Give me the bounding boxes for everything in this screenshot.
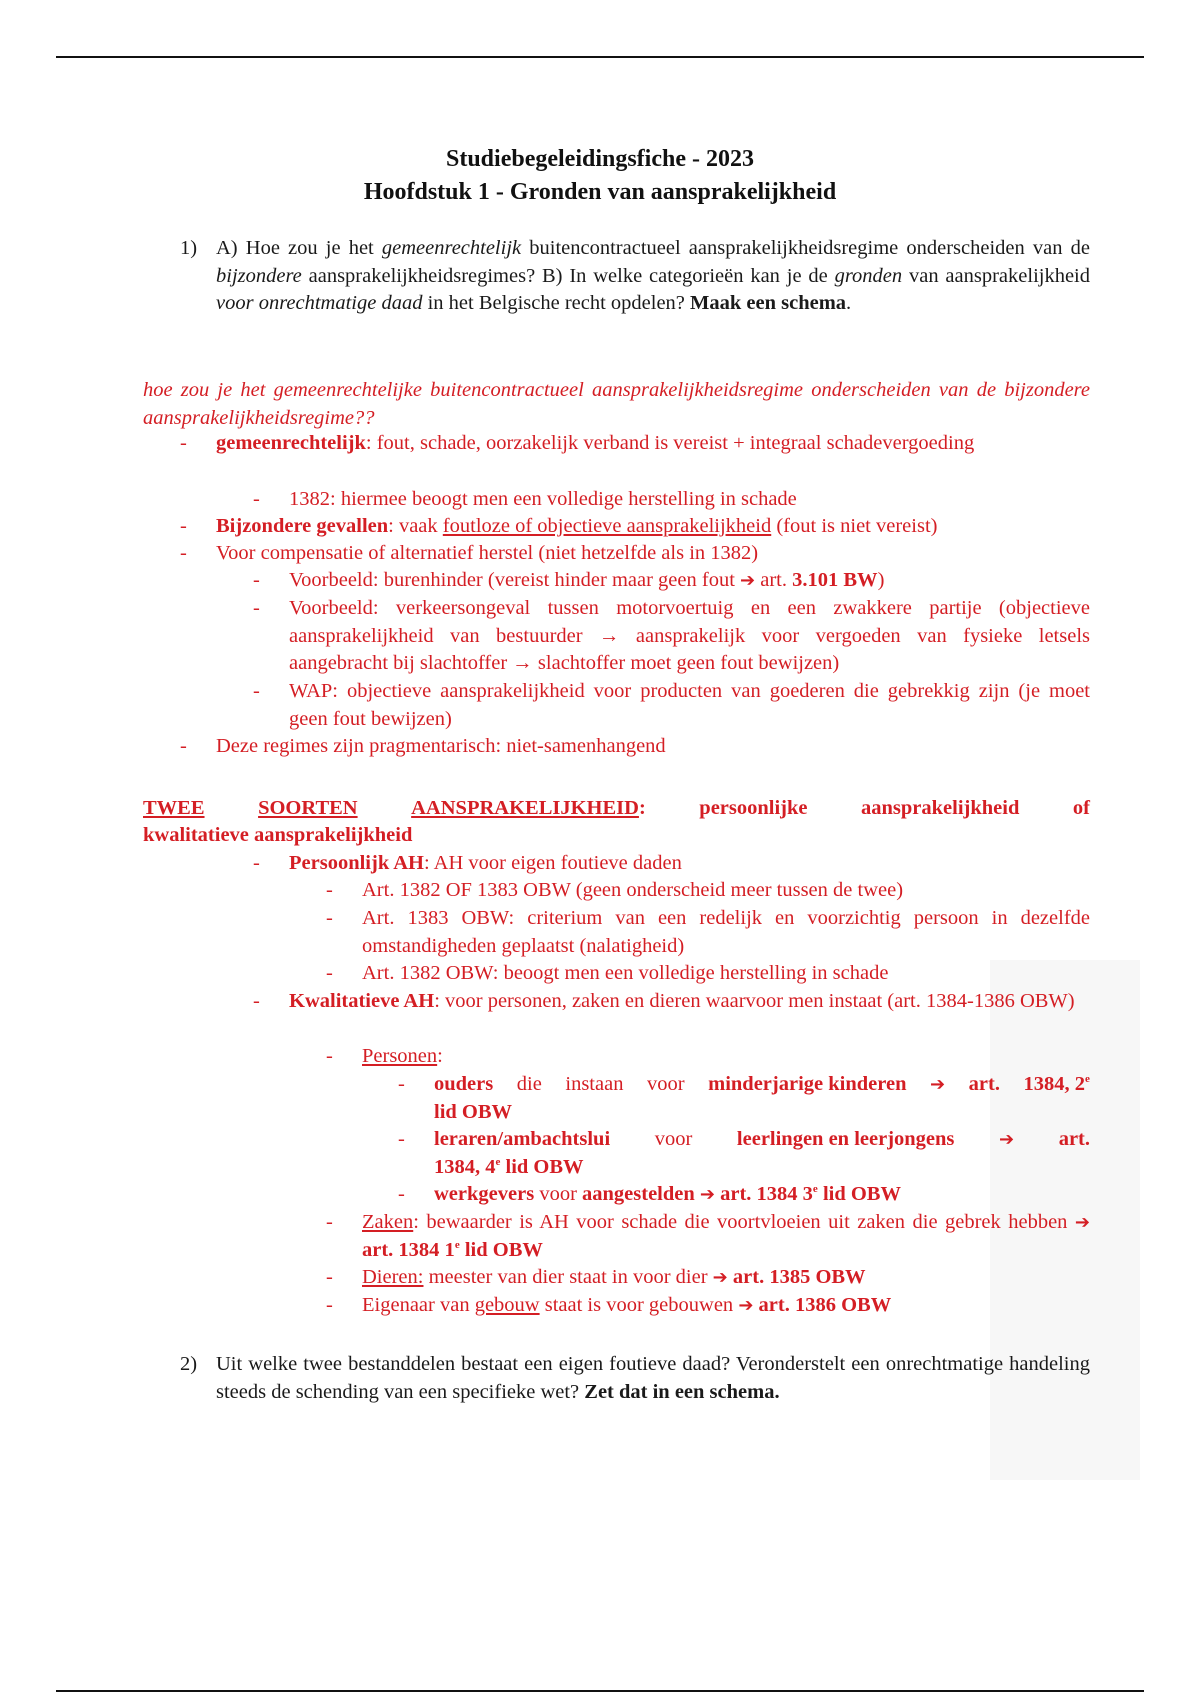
list-item-zaken: Zaken: bewaarder is AH voor schade die voortvloeien uit zaken die gebrek hebben ➔ art. 1384 1e lid OBW (362, 1211, 1090, 1261)
bullet: - (326, 962, 333, 984)
bullet: - (253, 990, 260, 1012)
list-item-verkeersongeval: Voorbeeld: verkeersongeval tussen motorvoertuig en een zwakkere partije (objectieve aansprakelijkheid van bestuurder → aansprakelijk voor vergoeden van fysieke letsels aangebracht bij slachtoffer → slachtoffer moet geen fout bewijzen) (289, 597, 1090, 674)
arrow-icon: ➔ (1074, 1212, 1090, 1233)
list-item-art-1383: Art. 1383 OBW: criterium van een redelijk en voorzichtig persoon in dezelfde omstandigheden geplaatst (nalatigheid) (362, 907, 1090, 957)
arrow-icon: ➔ (738, 1295, 754, 1316)
question-1-text: A) Hoe zou je het gemeenrechtelijk buitencontractueel aansprakelijkheidsregime onderscheiden van de bijzondere aansprakelijkheidsregimes? B) In welke categorieën kan je de gronden van aansprakelijkheid voor onrechtmatige daad in het Belgische recht opdelen? Maak een schema. (216, 237, 1091, 314)
bullet: - (253, 852, 260, 874)
bullet: - (253, 597, 260, 619)
arrow-icon: ➔ (712, 1267, 728, 1288)
bullet: - (180, 735, 187, 757)
bullet: - (326, 1211, 333, 1233)
list-item-compensatie: Voor compensatie of alternatief herstel (niet hetzelfde als in 1382) (216, 542, 759, 564)
title-line-2: Hoofdstuk 1 - Gronden van aansprakelijkheid (363, 179, 837, 205)
question-2-number: 2) (180, 1353, 198, 1375)
title-line-1: Studiebegeleidingsfiche - 2023 (445, 146, 754, 172)
bullet: - (398, 1073, 405, 1095)
question-1-number: 1) (180, 237, 198, 259)
bullet: - (180, 542, 187, 564)
list-item-wap: WAP: objectieve aansprakelijkheid voor producten van goederen die gebrekkig zijn (je moet geen fout bewijzen) (289, 680, 1090, 730)
answer-1-intro: hoe zou je het gemeenrechtelijke buitencontractueel aansprakelijkheidsregime onderscheiden van de bijzondere aansprakelijkheidsregime?? (143, 379, 1090, 429)
question-2-text: Uit welke twee bestanddelen bestaat een eigen foutieve daad? Veronderstelt een onrechtmatige handeling steeds de schending van een specifieke wet? Zet dat in een schema. (216, 1353, 1090, 1403)
list-item-bijzondere: Bijzondere gevallen: vaak foutloze of objectieve aansprakelijkheid (fout is niet vereist) (216, 515, 938, 537)
top-rule (56, 56, 1144, 58)
bullet: - (326, 907, 333, 929)
arrow-icon: ➔ (999, 1129, 1015, 1150)
list-item-burenhinder: Voorbeeld: burenhinder (vereist hinder maar geen fout ➔ art. 3.101 BW) (289, 569, 885, 591)
list-item-leraren: leraren/ambachtslui voor leerlingen en leerjongens ➔ art. 1384, 4e lid OBW (434, 1128, 1090, 1178)
arrow-icon: ➔ (740, 570, 756, 591)
arrow-icon: ➔ (930, 1074, 946, 1095)
arrow-icon: ➔ (699, 1184, 715, 1205)
list-item-ouders: ouders die instaan voor minderjarige kinderen ➔ art. 1384, 2e lid OBW (434, 1073, 1090, 1123)
list-item-dieren: Dieren: meester van dier staat in voor dier ➔ art. 1385 OBW (362, 1266, 866, 1288)
bullet: - (398, 1183, 405, 1205)
list-item-1382: 1382: hiermee beoogt men een volledige herstelling in schade (289, 488, 797, 510)
bullet: - (398, 1128, 405, 1150)
document-title (0, 143, 1200, 209)
bullet: - (326, 879, 333, 901)
bullet: - (253, 680, 260, 702)
bullet: - (326, 1294, 333, 1316)
bottom-rule (56, 1690, 1144, 1692)
list-item-personen: Personen: (362, 1045, 443, 1067)
list-item-art-1382-1383: Art. 1382 OF 1383 OBW (geen onderscheid meer tussen de twee) (362, 879, 904, 901)
twee-soorten-heading-line2: kwalitatieve aansprakelijkheid (143, 824, 413, 846)
bullet: - (253, 569, 260, 591)
bullet: - (326, 1266, 333, 1288)
bullet: - (180, 515, 187, 537)
list-item-art-1382: Art. 1382 OBW: beoogt men een volledige herstelling in schade (362, 962, 889, 984)
bullet: - (180, 432, 187, 454)
list-item-werkgevers: werkgevers voor aangestelden ➔ art. 1384 3e lid OBW (434, 1183, 901, 1205)
list-item-kwalitatief: Kwalitatieve AH: voor personen, zaken en dieren waarvoor men instaat (art. 1384-1386 OBW) (289, 990, 1075, 1012)
twee-soorten-heading: TWEE SOORTEN AANSPRAKELIJKHEID: persoonlijke aansprakelijkheid of (143, 797, 1090, 819)
list-item-gemeenrechtelijk: gemeenrechtelijk: fout, schade, oorzakelijk verband is vereist + integraal schadevergoeding (216, 432, 975, 454)
bullet: - (326, 1045, 333, 1067)
list-item-eigenaar: Eigenaar van gebouw staat is voor gebouwen ➔ art. 1386 OBW (362, 1294, 892, 1316)
bullet: - (253, 488, 260, 510)
list-item-persoonlijk: Persoonlijk AH: AH voor eigen foutieve daden (289, 852, 682, 874)
list-item-pragmentarisch: Deze regimes zijn pragmentarisch: niet-samenhangend (216, 735, 666, 757)
